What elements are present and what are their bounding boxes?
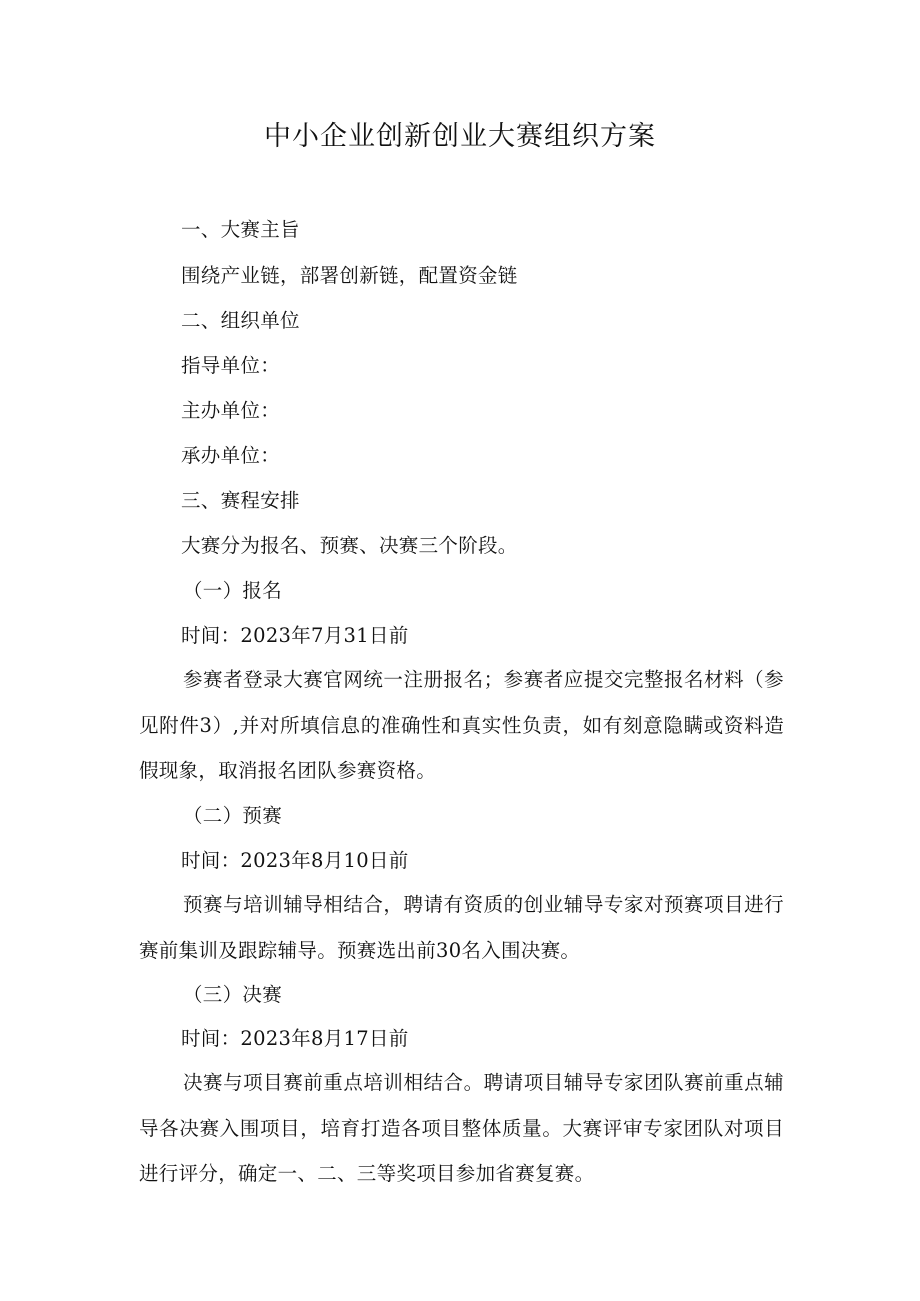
section-heading-organizers: 二、组织单位	[181, 309, 300, 332]
preliminary-time: 时间：2023年8月10日前	[181, 849, 409, 872]
purpose-text: 围绕产业链，部署创新链，配置资金链	[181, 264, 518, 287]
stage-heading-final: （三）决赛	[183, 983, 283, 1006]
document-title: 中小企业创新创业大赛组织方案	[264, 121, 656, 152]
section-heading-schedule: 三、赛程安排	[181, 489, 300, 512]
schedule-intro: 大赛分为报名、预赛、决赛三个阶段。	[181, 534, 518, 557]
stage-heading-registration: （一）报名	[183, 579, 283, 602]
registration-text: 参赛者登录大赛官网统一注册报名；参赛者应提交完整报名材料（参见附件3）,并对所填信息的准确性和真实性负责，如有刻意隐瞒或资料造假现象，取消报名团队参赛资格。	[139, 668, 784, 782]
guide-unit-label: 指导单位：	[181, 354, 281, 377]
organizer-unit-label: 承办单位：	[181, 444, 281, 467]
final-time: 时间：2023年8月17日前	[181, 1027, 409, 1050]
section-heading-purpose: 一、大赛主旨	[181, 218, 300, 241]
final-text: 决赛与项目赛前重点培训相结合。聘请项目辅导专家团队赛前重点辅导各决赛入围项目，培育打造各项目整体质量。大赛评审专家团队对项目进行评分，确定一、二、三等奖项目参加省赛复赛。	[139, 1071, 784, 1185]
registration-time: 时间：2023年7月31日前	[181, 624, 409, 647]
stage-heading-preliminary: （二）预赛	[183, 804, 283, 827]
host-unit-label: 主办单位：	[181, 399, 281, 422]
preliminary-text: 预赛与培训辅导相结合，聘请有资质的创业辅导专家对预赛项目进行赛前集训及跟踪辅导。预赛选出前30名入围决赛。	[139, 893, 784, 962]
